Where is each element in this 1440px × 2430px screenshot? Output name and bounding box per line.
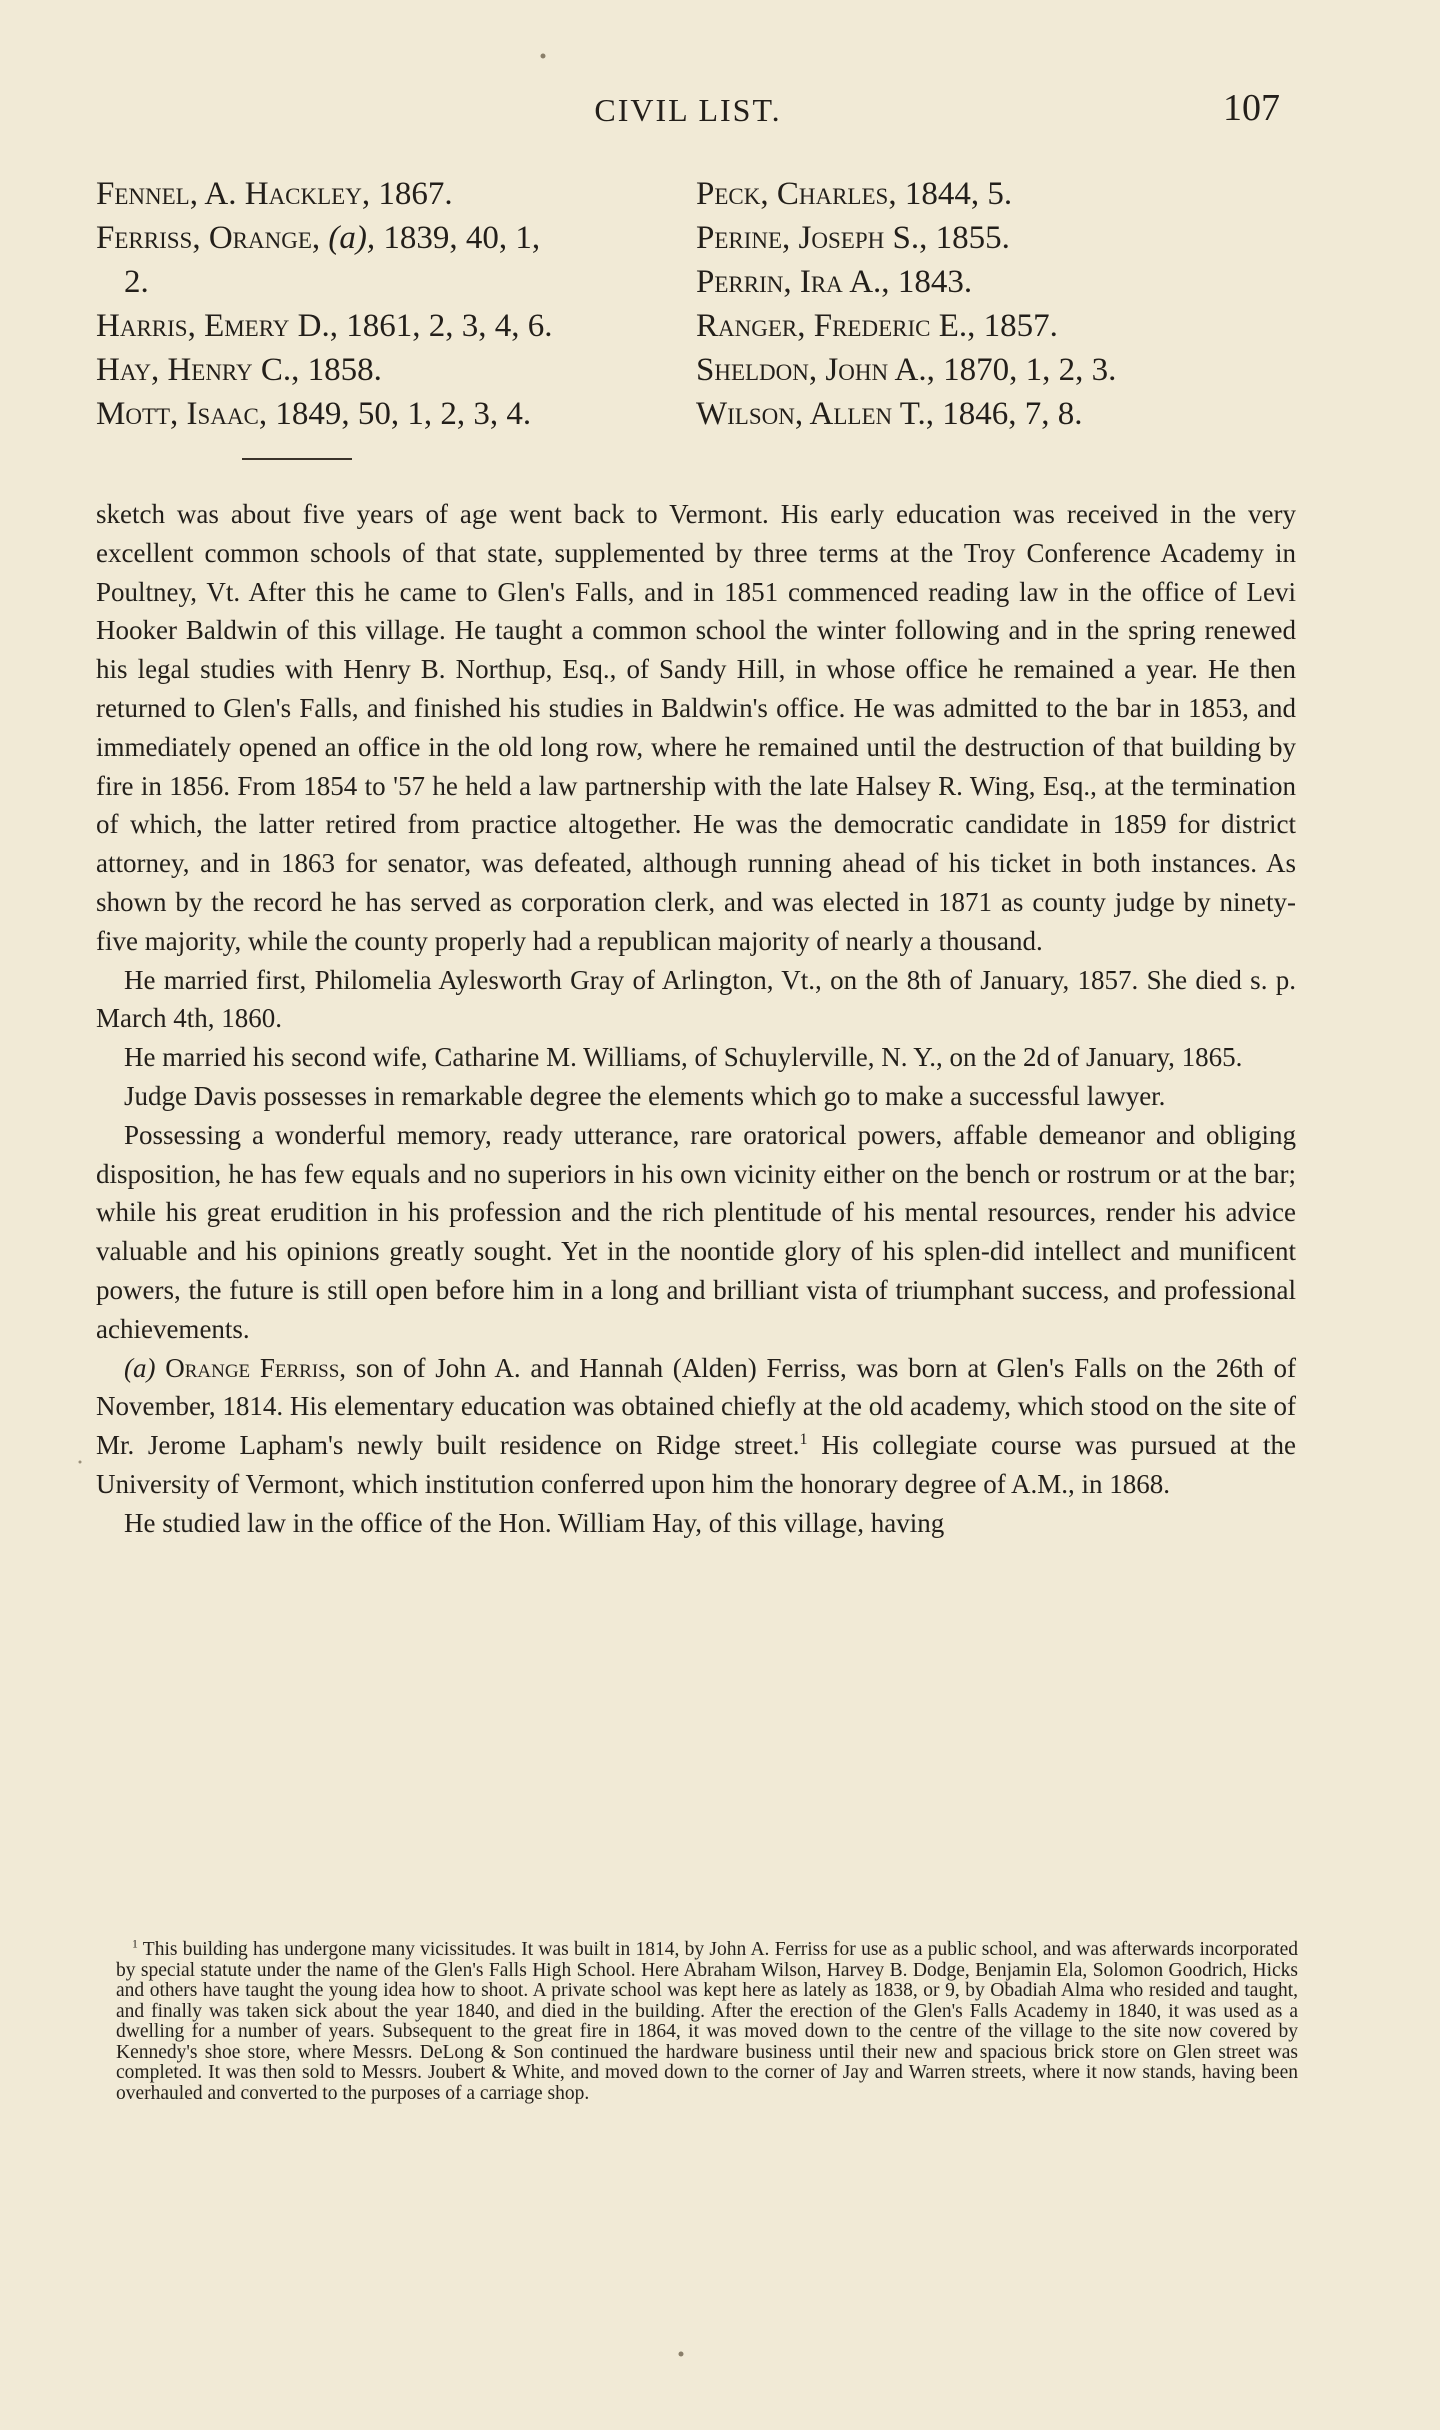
subject-name: Orange Ferriss, [165,1352,347,1383]
civil-list-entry: Harris, Emery D., 1861, 2, 3, 4, 6. [96,308,553,344]
note-marker: (a) [124,1352,156,1383]
civil-list-right-column [696,172,1296,436]
running-head [96,86,1280,136]
paragraph: Judge Davis possesses in remarkable degree the elements which go to make a successful lawyer. [124,1080,1166,1111]
paragraph: (a) Orange Ferriss, son of John A. and Hannah (Alden) Ferriss, was born at Glen's Falls on the 26th of November, 1814. His elementary education was obtained chiefly at the old academy, which stood on the site of Mr. Jerome Lapham's newly built residence on Ridge street.$^1$ His collegiate course was pursued at the University of Vermont, which institution conferred upon him the honorary degree of A.M., in 1868. [96,1352,1296,1499]
civil-list-entry: Peck, Charles, 1844, 5. [696,176,1013,212]
paragraph: He married his second wife, Catharine M. Williams, of Schuylerville, N. Y., on the 2d of January, 1865. [124,1042,1243,1073]
paragraph: He married first, Philomelia Aylesworth Gray of Arlington, Vt., on the 8th of January, 1857. She died s. p. March 4th, 1860. [96,964,1296,1034]
section-divider [242,458,352,460]
footnote-reference: 1 [799,1430,808,1449]
civil-list-entry: Hay, Henry C., 1858. [96,352,382,388]
civil-list-entry: Sheldon, John A., 1870, 1, 2, 3. [696,352,1117,388]
page-number: 107 [1223,87,1280,129]
footnote: $^1$ This building has undergone many vicissitudes. It was built in 1814, by John A. Ferriss for use as a public school, and was afterwards incorporated by special statute under the name of the Glen's Falls High School. Here Abraham Wilson, Harvey B. Dodge, Benjamin Ela, Solomon Goodrich, Hicks and others have taught the young idea how to shoot. A private school was kept here as lately as 1838, or 9, by Obadiah Alma who resided and taught, and finally was taken sick about the year 1840, and died in the building. After the erection of the Glen's Falls Academy in 1840, it was used as a dwelling for a number of years. Subsequent to the great fire in 1864, it was moved down to the centre of the village to the site now covered by Kennedy's shoe store, where Messrs. DeLong & Son continued the hardware business until their new and spacious brick store on Glen street was completed. It was then sold to Messrs. Joubert & White, and moved down to the corner of Jay and Warren streets, where it now stands, having been overhauled and converted to the purposes of a carriage shop. [116,1937,1299,2104]
footnotes [116,1937,1299,2104]
speck [79,1461,82,1464]
paragraph: He studied law in the office of the Hon. William Hay, of this village, having [124,1507,945,1538]
running-title: CIVIL LIST. [594,92,782,128]
civil-list-entry: Mott, Isaac, 1849, 50, 1, 2, 3, 4. [96,396,532,432]
civil-list-left-column [96,172,676,436]
civil-list-entry: Fennel, A. Hackley, 1867. [96,176,453,212]
civil-list-entry: Perrin, Ira A., 1843. [696,264,973,300]
civil-list-entry: Ranger, Frederic E., 1857. [696,308,1058,344]
paragraph: Possessing a wonderful memory, ready utterance, rare oratorical powers, affable demeanor and obliging disposition, he has few equals and no superiors in his own vicinity either on the bench or rostrum or at the bar; while his great erudition in his profession and the rich plentitude of his mental resources, render his advice valuable and his opinions greatly sought. Yet in the noontide glory of his splen-did intellect and munificent powers, the future is still open before him in a long and brilliant vista of triumphant success, and professional achievements. [96,1119,1296,1344]
paragraph: sketch was about five years of age went back to Vermont. His early education was received in the very excellent common schools of that state, supplemented by three terms at the Troy Conference Academy in Poultney, Vt. After this he came to Glen's Falls, and in 1851 commenced reading law in the office of Levi Hooker Baldwin of this village. He taught a common school the winter following and in the spring renewed his legal studies with Henry B. Northup, Esq., of Sandy Hill, in whose office he remained a year. He then returned to Glen's Falls, and finished his studies in Baldwin's office. He was admitted to the bar in 1853, and immediately opened an office in the old long row, where he remained until the destruction of that building by fire in 1856. From 1854 to '57 he held a law partnership with the late Halsey R. Wing, Esq., at the termination of which, the latter retired from practice altogether. He was the democratic candidate in 1859 for district attorney, and in 1863 for senator, was defeated, although running ahead of his ticket in both instances. As shown by the record he has served as corporation clerk, and was elected in 1871 as county judge by ninety-five majority, while the county properly had a republican majority of nearly a thousand. [96,499,1296,956]
footnote-marker: 1 [132,1937,138,1951]
civil-list-entry: Ferriss, Orange, (a), 1839, 40, 1, 2. [96,220,541,300]
body-text [96,495,1296,1543]
speck [541,54,546,59]
speck [679,2352,684,2357]
civil-list-entry: Perine, Joseph S., 1855. [696,220,1010,256]
civil-list-entry: Wilson, Allen T., 1846, 7, 8. [696,396,1083,432]
